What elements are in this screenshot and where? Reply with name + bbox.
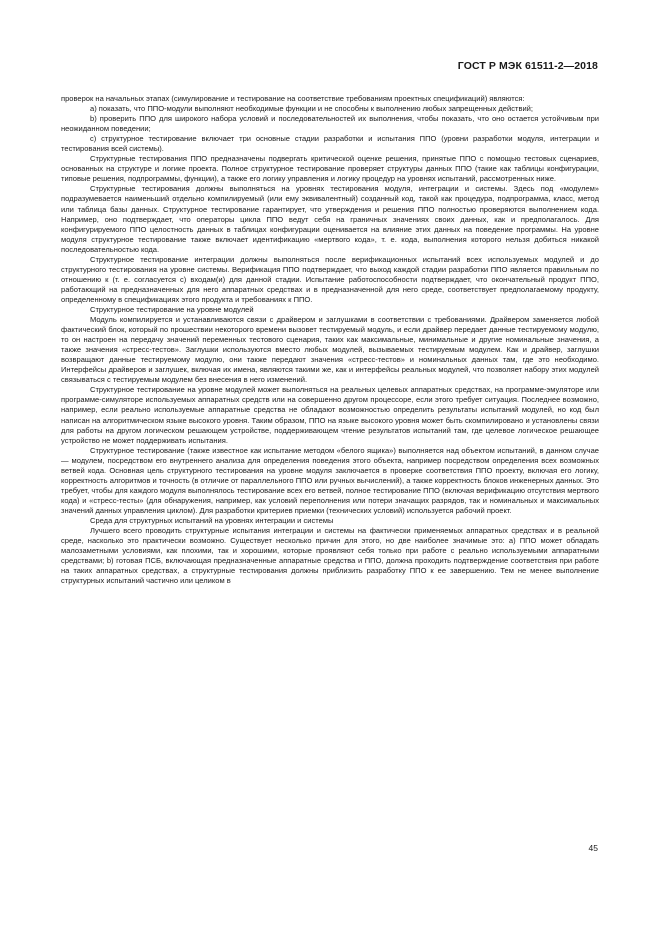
section-heading: Среда для структурных испытаний на уровнях интеграции и системы <box>90 515 334 525</box>
list-item-b: b) проверить ППО для широкого набора условий и последовательностей их выполнения, чтобы показать, что оно остается устойчивым при неожиданном поведении; <box>61 114 599 134</box>
section-heading: Структурное тестирование на уровне модулей <box>90 304 254 314</box>
list-item-a: а) показать, что ППО-модули выполняют необходимые функции и не способны к выполнению любых запрещенных действий; <box>90 104 533 114</box>
paragraph: Структурные тестирования должны выполняться на уровнях тестирования модуля, интеграции и системы. Здесь под «модулем» подразумевается наименьший отдельно компилируемый (или ему эквивалентный) созданный код, такой как процедура, подпрограмма, класс, метод или таблица базы данных. Структурное тестирование гарантирует, что утверждения и решения ППО полностью проверяются выполнением кода. Например, оно подтверждает, что операторы цикла ППО ведут себя на граничных значениях своих данных, как и предполагалось. Для конфигурируемого ППО целостность данных в таблицах конфигурации оценивается на влияние этих данных на поведение программы. На уровне модуля структурное тестирование также включает идентификацию «мертвого кода», т. е. кода, выполнения которого нельзя добиться никакой последовательностью кода. <box>61 184 599 254</box>
standard-number: ГОСТ Р МЭК 61511-2—2018 <box>457 60 598 72</box>
document-header <box>458 60 598 72</box>
paragraph: Структурные тестирования ППО предназначены подвергать критической оценке решения, принятые ППО с помощью тестовых сценариев, основанных на структуре и логике проекта. Полное структурное тестирование проверяет структуры данных ППО (такие как таблицы конфигурации, типовые решения, подпрограммы, функции), а также его логику управления и логику процедур на уровнях испытаний, рассмотренных ниже. <box>61 154 599 184</box>
paragraph: Структурное тестирование интеграции должны выполняться после верификационных испытаний всех используемых модулей и до структурного тестирования на уровне системы. Верификация ППО подтверждает, что выход каждой стадии разработки ППО является правильным по отношению к (т. е. согласуется с) входам(и) для данной стадии. Испытание работоспособности подтверждает, что окончательный продукт ППО, работающий на предназначенных для него аппаратных средствах и в предназначенной для него среде, соответствует предполагаемому продукту, определенному в спецификациях этого продукта и требованиях к ППО. <box>61 254 599 304</box>
document-body <box>61 94 599 586</box>
paragraph: Структурное тестирование на уровне модулей может выполняться на реальных целевых аппаратных средствах, на программе-эмуляторе или программе-симуляторе используемых аппаратных средств или на совершенно другом процессоре, если этого требует ситуация. Последнее возможно, например, если реально используемые аппаратные средства не обладают возможностью определить результаты испытаний модулей, но код был написан на алгоритмическом языке высокого уровня. Таким образом, ППО на языке высокого уровня может быть скомпилировано и установлены связи для работы на другом логическом решающем устройстве, поддерживающем чтение результатов испытаний там, где целевое логическое решающее устройство не может поддерживать испытания. <box>61 385 599 445</box>
page-number: 45 <box>588 843 598 853</box>
paragraph: проверок на начальных этапах (симулирование и тестирование на соответствие требованиям проектных спецификаций) являются: <box>61 94 525 103</box>
paragraph: Модуль компилируется и устанавливаются связи с драйвером и заглушками в соответствии с требованиями. Драйвером заменяется любой фактический блок, который по прошествии некоторого времени вызовет тестируемый модуль, и если драйвер передает данные тестируемому модулю, то он настроен на передачу значений переменных тестового сценария, таких как максимальные, минимальные и другие номинальные значения, а также значения «стресс-тестов». Заглушки используются вместо любых модулей, вызываемых тестируемым модулем. Как и драйвер, заглушки возвращают данные тестируемому модулю, они также передают значения «стресс-тестов» и номинальных данных там, где это необходимо. Интерфейсы драйверов и заглушек, включая их имена, являются такими же, как и интерфейсы реальных модулей, что позволяет набору этих модулей связываться с тестируемым модулем без внесения в него изменений. <box>61 315 599 385</box>
paragraph: Лучшего всего проводить структурные испытания интеграции и системы на фактически применяемых аппаратных средствах и в реальной среде, насколько это практически возможно. Существует несколько причин для этого, но две наиболее значимые это: а) ППО может обладать малозаметными условиями, как плохими, так и хорошими, которые проявляют себя только при работе с реально используемыми аппаратными средствами; b) готовая ПСБ, включающая предназначенные аппаратные средства и ППО, должна проходить подтверждение соответствия при работе на таких аппаратных средствах, а структурные тестирования должны приблизить разработку ППО к ее завершению. Тем не менее выполнение структурных испытаний частично или целиком в <box>61 526 599 586</box>
paragraph: Структурное тестирование (также известное как испытание методом «белого ящика») выполняется над объектом испытаний, в данном случае — модулем, посредством его внутреннего анализа для определения поведения этого объекта, например посредством определения всех возможных ветвей кода. Основная цель структурного тестирования на уровне модуля заключается в проверке соответствия ППО проекту, включая его логику, корректность алгоритмов и точность (в отличие от параллельного ППО или ручных вычислений), а также корректность блоков инженерных данных. Это требует, чтобы для каждого модуля выполнялось тестирование всех его ветвей, полное тестирование ППО (включая верификацию отсутствия мертвого кода) и «стресс-тесты» (для обнаружения, например, как условий переполнения или потери значащих разрядов, так и номинальных и максимальных значений данных управления циклом). Для разработки критериев приемки (технических условий) используется рабочий проект. <box>61 445 599 515</box>
list-item-c: с) структурное тестирование включает три основные стадии разработки и испытания ППО (уровни разработки модуля, интеграции и тестирования всей системы). <box>61 134 599 154</box>
